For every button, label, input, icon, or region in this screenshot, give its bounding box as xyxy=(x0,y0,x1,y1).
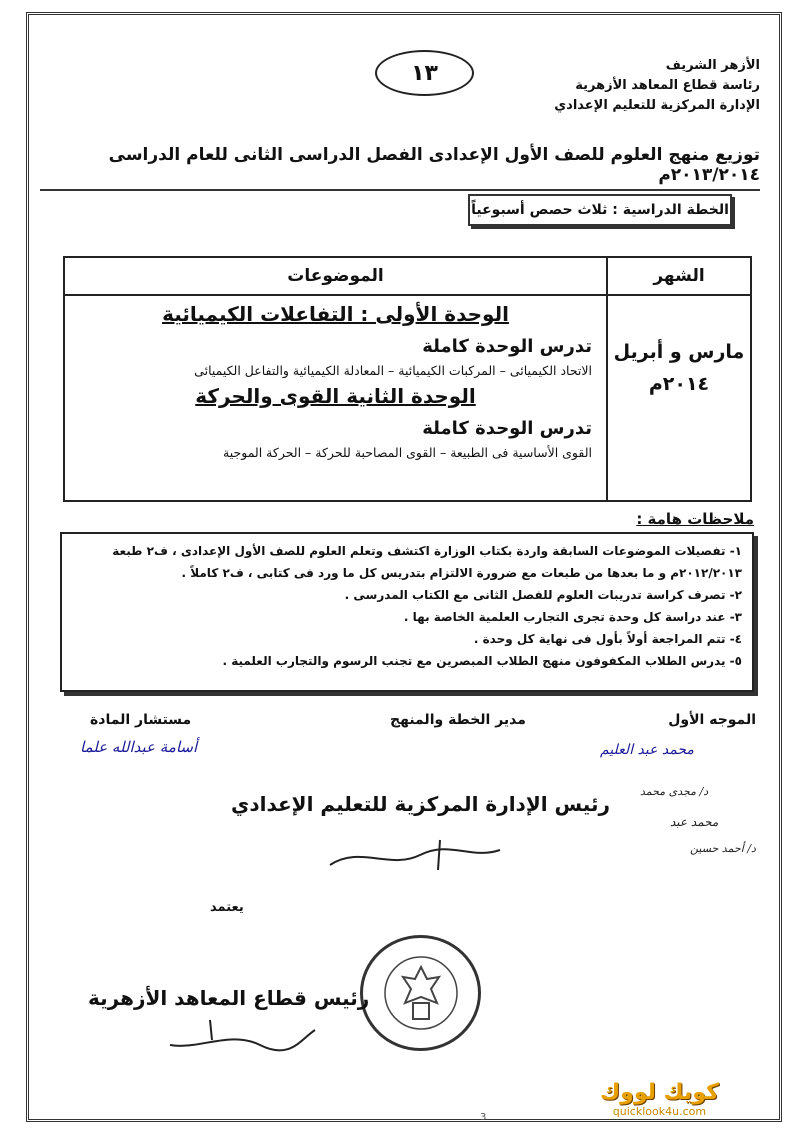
note-item: ٥- يدرس الطلاب المكفوفون منهج الطلاب المبصرين مع تجنب الرسوم والتجارب العلمية . xyxy=(222,654,742,668)
supervisor-signature-2: د/ مجدى محمد xyxy=(640,785,709,798)
table-row xyxy=(64,295,751,501)
study-plan-box xyxy=(468,194,732,226)
sector-head-signature-mark xyxy=(150,1010,330,1060)
notes-box xyxy=(60,532,754,692)
first-supervisor-title: الموجه الأول xyxy=(668,712,756,728)
watermark-title: كويك لووك xyxy=(600,1080,719,1105)
note-item: ٢- تصرف كراسة تدريبات العلوم للفصل الثانى مع الكتاب المدرسى . xyxy=(344,588,742,602)
unit1-title: الوحدة الأولى : التفاعلات الكيميائية xyxy=(162,302,509,326)
footer-page-number: 3 xyxy=(480,1112,487,1123)
table-header-row xyxy=(64,257,751,295)
unit1-topics: الاتحاد الكيميائى – المركبات الكيميائية – المعادلة الكيميائية والتفاعل الكيميائى xyxy=(194,363,592,378)
month-cell xyxy=(607,295,751,501)
central-head-title: رئيس الإدارة المركزية للتعليم الإعدادي xyxy=(231,792,610,816)
topics-cell xyxy=(64,295,607,501)
month-name: مارس و أبريل xyxy=(613,341,745,363)
month-header: الشهر xyxy=(607,257,751,295)
supervisor-signature-4: د/ أحمد حسين xyxy=(690,842,756,855)
unit1-study: تدرس الوحدة كاملة xyxy=(422,336,592,357)
unit2-topics: القوى الأساسية فى الطبيعة – القوى المصاحبة للحركة – الحركة الموجية xyxy=(223,445,592,460)
notes-label: ملاحظات هامة : xyxy=(636,510,754,528)
watermark-url: quicklook4u.com xyxy=(612,1105,707,1118)
official-stamp xyxy=(360,935,481,1051)
sector-head-title: رئيس قطاع المعاهد الأزهرية xyxy=(88,986,370,1010)
note-item: ٣- عند دراسة كل وحدة تجرى التجارب العلمية الخاصة بها . xyxy=(403,610,742,624)
approve-label: يعتمد xyxy=(210,900,244,915)
page-number-circle xyxy=(375,50,474,96)
advisor-signature: أسامة عبدالله علما xyxy=(80,738,198,756)
note-item: ١- تفصيلات الموضوعات السابقة واردة بكتاب الوزارة اكتشف وتعلم العلوم للصف الأول الإعدادى ، ف٢ طبعة xyxy=(112,544,742,558)
unit2-study: تدرس الوحدة كاملة xyxy=(422,418,592,439)
plan-manager-title: مدير الخطة والمنهج xyxy=(390,712,526,728)
page-title: توزيع منهج العلوم للصف الأول الإعدادى الفصل الدراسى الثانى للعام الدراسى ٢٠١٣/٢٠١٤م xyxy=(40,145,760,191)
unit2-title: الوحدة الثانية القوى والحركة xyxy=(195,384,476,408)
header-line-1: الأزهر الشريف xyxy=(665,58,760,73)
month-year: ٢٠١٤م xyxy=(648,373,710,395)
topics-header: الموضوعات xyxy=(64,257,607,295)
note-item: ٢٠١٢/٢٠١٣م و ما بعدها من طبعات مع ضرورة الالتزام بتدريس كل ما ورد فى كتابى ، ف٢ كاملاً . xyxy=(181,566,742,580)
eagle-emblem-icon xyxy=(381,953,461,1033)
subject-advisor-title: مستشار المادة xyxy=(90,712,192,728)
header-line-3: الإدارة المركزية للتعليم الإعدادي xyxy=(554,98,760,113)
supervisor-signature-3: محمد عبد xyxy=(670,815,719,829)
study-plan-text: الخطة الدراسية : ثلاث حصص أسبوعياً xyxy=(471,202,729,218)
page-number: ١٣ xyxy=(411,60,438,86)
central-head-signature-mark xyxy=(320,835,540,875)
supervisor-signature-1: محمد عبد العليم xyxy=(600,742,694,758)
schedule-table xyxy=(63,256,752,502)
header-line-2: رئاسة قطاع المعاهد الأزهرية xyxy=(575,78,760,93)
watermark xyxy=(600,1080,719,1118)
note-item: ٤- تتم المراجعة أولاً بأول فى نهاية كل وحدة . xyxy=(473,632,742,646)
